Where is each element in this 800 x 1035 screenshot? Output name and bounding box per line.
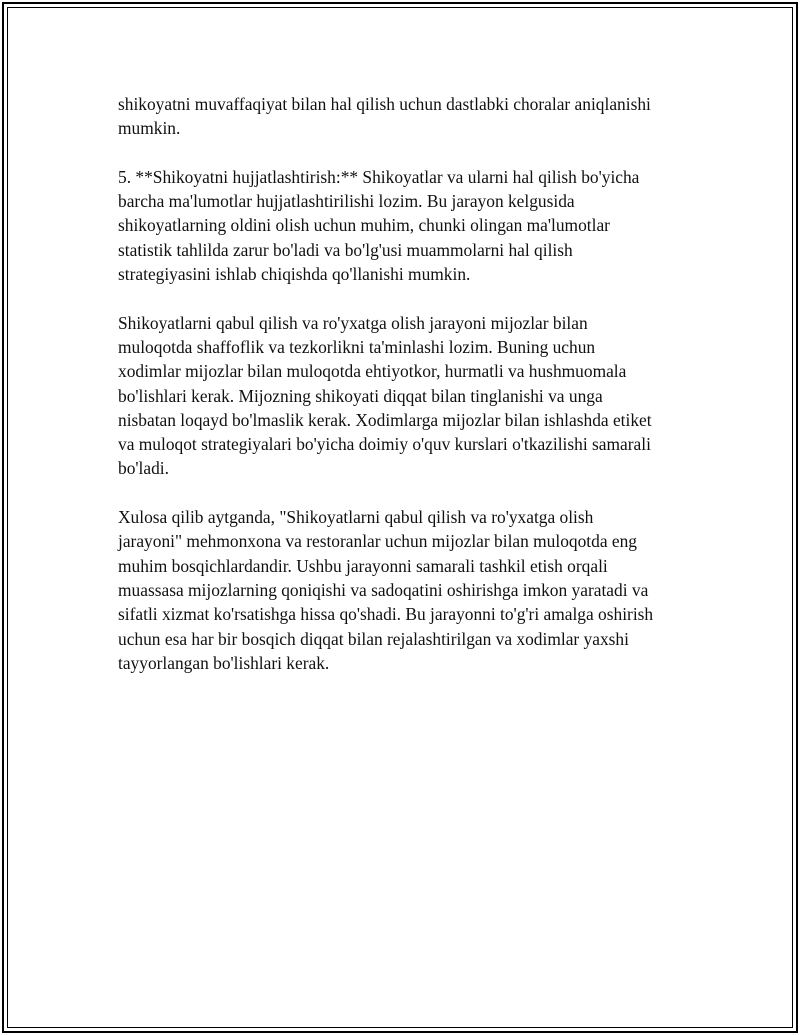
paragraph-documentation-step: 5. **Shikoyatni hujjatlashtirish:** Shikoyatlar va ularni hal qilish bo'yicha barcha ma'lumotlar hujjatlashtirilishi lozim. Bu jarayon kelgusida shikoyatlarning oldini olish uchun muhim, chunki olingan ma'lumotlar statistik tahlilda zarur bo'ladi va bo'lg'usi muammolarni hal qilish strategiyasini ishlab chiqishda qo'llanishi mumkin. xyxy=(118,166,640,285)
paragraph-process-requirements: Shikoyatlarni qabul qilish va ro'yxatga olish jarayoni mijozlar bilan muloqotda shaffoflik va tezkorlikni ta'minlashi lozim. Buning uchun xodimlar mijozlar bilan muloqotda ehtiyotkor, hurmatli va hushmuomala bo'lishlari kerak. Mijozning shikoyati diqqat bilan tinglanishi va unga nisbatan loqayd bo'lmaslik kerak. Xodimlarga mijozlar bilan ishlashda etiket va muloqot strategiyalari bo'yicha doimiy o'quv kurslari o'tkazilishi samarali bo'ladi. xyxy=(118,312,652,479)
paragraph-continuation: shikoyatni muvaffaqiyat bilan hal qilish uchun dastlabki choralar aniqlanishi mumkin. xyxy=(118,94,651,139)
document-body xyxy=(118,92,698,699)
paragraph-conclusion: Xulosa qilib aytganda, "Shikoyatlarni qabul qilish va ro'yxatga olish jarayoni" mehmonxona va restoranlar uchun mijozlar bilan muloqotda eng muhim bosqichlardandir. Ushbu jarayonni samarali tashkil etish orqali muassasa mijozlarning qoniqishi va sadoqatini oshirishga imkon yaratadi va sifatli xizmat ko'rsatishga hissa qo'shadi. Bu jarayonni to'g'ri amalga oshirish uchun esa har bir bosqich diqqat bilan rejalashtirilgan va xodimlar yaxshi tayyorlangan bo'lishlari kerak. xyxy=(118,507,654,673)
